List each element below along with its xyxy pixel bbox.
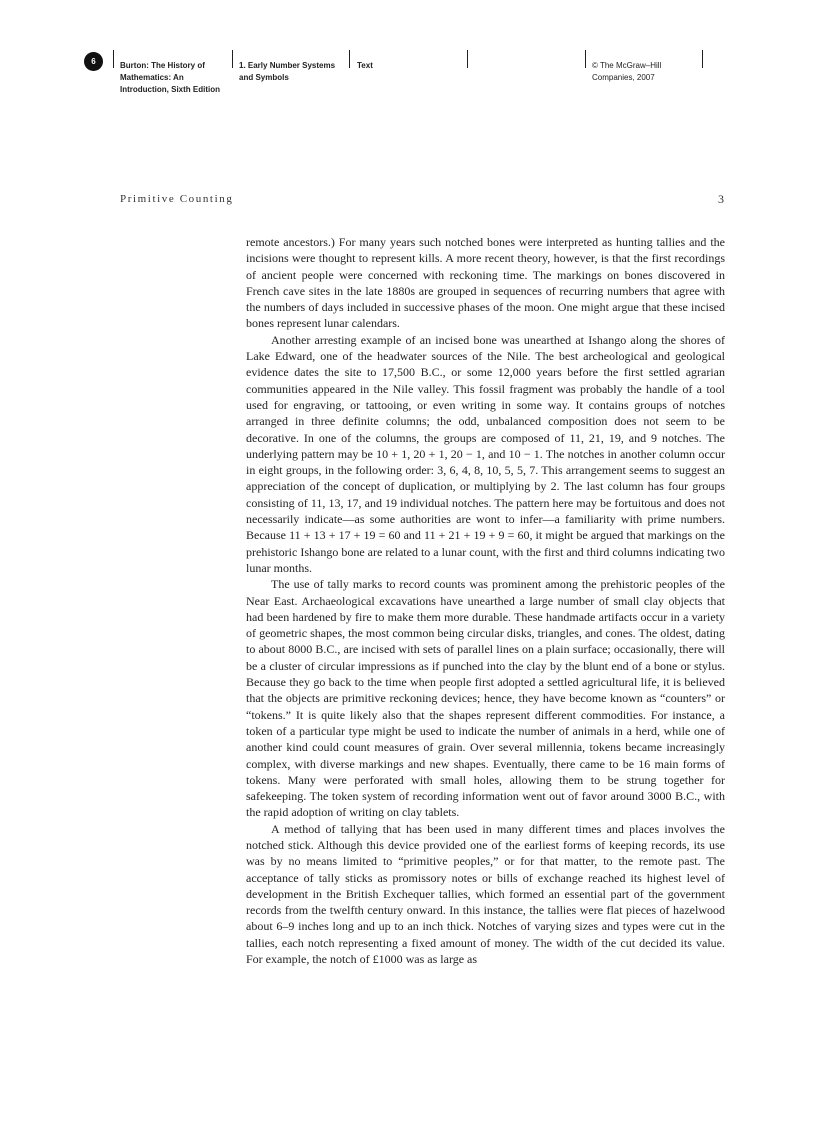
header-divider (113, 50, 114, 68)
paragraph: A method of tallying that has been used in many different times and places involves the notched stick. Although this device provided one of the earliest forms of keeping records, its use was by no means limited to “primitive peoples,” or for that matter, to the remote past. The acceptance of tally sticks as promissory notes or bills of exchange reached its highest level of development in the British Exchequer tallies, which formed an essential part of the government records from the twelfth century onward. In this instance, the tallies were flat pieces of hazelwood about 6–9 inches long and up to an inch thick. Notches of varying sizes and types were cut in the tallies, each notch representing a fixed amount of money. The width of the cut decided its value. For example, the notch of £1000 was as large as (246, 821, 725, 967)
paragraph: Another arresting example of an incised bone was unearthed at Ishango along the shores of Lake Edward, one of the headwater sources of the Nile. The best archeological and geological evidence dates the site to 17,500 B.C., or some 12,000 years before the first settled agrarian communities appeared in the Nile valley. This fossil fragment was probably the handle of a tool used for engraving, or tattooing, or even writing in some way. It contains groups of notches arranged in three definite columns; the odd, unbalanced composition does not seem to be decorative. In one of the columns, the groups are composed of 11, 21, 19, and 9 notches. The underlying pattern may be 10 + 1, 20 + 1, 20 − 1, and 10 − 1. The notches in another column occur in eight groups, in the following order: 3, 6, 4, 8, 10, 5, 5, 7. This arrangement seems to suggest an appreciation of the concept of duplication, or multiplying by 2. The last column has four groups consisting of 11, 13, 17, and 19 individual notches. The pattern here may be fortuitous and does not necessarily indicate—as some authorities are wont to infer—a familiarity with prime numbers. Because 11 + 13 + 17 + 19 = 60 and 11 + 21 + 19 + 9 = 60, it might be argued that markings on the prehistoric Ishango bone are related to a lunar count, with the first and third columns indicating two lunar months. (246, 332, 725, 575)
header-divider (467, 50, 468, 68)
header-divider (702, 50, 703, 68)
header-divider (349, 50, 350, 68)
header-divider (585, 50, 586, 68)
page-badge: 6 (84, 52, 103, 71)
body-text (246, 234, 725, 967)
paragraph: remote ancestors.) For many years such notched bones were interpreted as hunting tallies and the incisions were thought to represent kills. A more recent theory, however, is that the first recordings of ancient people were concerned with reckoning time. The markings on bones discovered in French cave sites in the late 1880s are grouped in sequences of recurring numbers that agree with the numbers of days included in successive phases of the moon. One might argue that these incised bones represent lunar calendars. (246, 235, 725, 331)
header-section: Text (357, 61, 373, 70)
paragraph: The use of tally marks to record counts was prominent among the prehistoric peoples of the Near East. Archaeological excavations have unearthed a large number of small clay objects that had been hardened by fire to make them more durable. These handmade artifacts occur in a variety of geometric shapes, the most common being circular disks, triangles, and cones. The oldest, dating to about 8000 B.C., are incised with sets of parallel lines on a plain surface; occasionally, there will be a cluster of circular impressions as if punched into the clay by the blunt end of a bone or stylus. Because they go back to the time when people first adopted a settled agricultural life, it is believed that the objects are primitive reckoning devices; hence, they have become known as “counters” or “tokens.” It is quite likely also that the shapes represent different commodities. For instance, a token of a particular type might be used to indicate the number of animals in a herd, while one of another kind could count measures of grain. Over several millennia, tokens became increasingly complex, with diverse markings and new shapes. Eventually, there came to be 16 main forms of tokens. Many were perforated with small holes, allowing them to be strung together for safekeeping. The token system of recording information went out of favor around 3000 B.C., with the rapid adoption of writing on clay tablets. (246, 577, 725, 820)
running-head: Primitive Counting (120, 193, 234, 205)
header-chapter: 1. Early Number Systems and Symbols (239, 61, 336, 82)
header-divider (232, 50, 233, 68)
page-number: 3 (718, 192, 724, 206)
header-copyright: © The McGraw–Hill Companies, 2007 (592, 61, 662, 82)
header-book-title: Burton: The History of Mathematics: An Introduction, Sixth Edition (120, 61, 220, 94)
